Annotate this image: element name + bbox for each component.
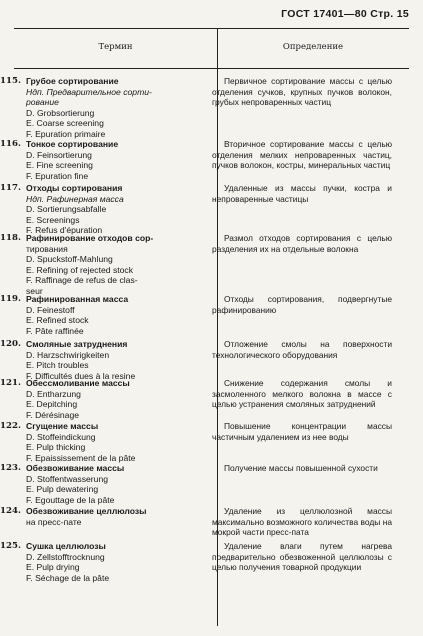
term-line: Ндп. Рафинерная масса (26, 193, 124, 204)
term-line: E. Pulp dewatering (26, 484, 99, 495)
term-title: Смоляные затруднения (26, 339, 128, 349)
term-line: тирования (26, 243, 68, 254)
term-definition: Повышение концентрации массы частичным удалением из нее воды (212, 421, 392, 442)
term-entry (0, 463, 196, 505)
term-line: E. Coarse screening (26, 118, 104, 129)
term-line: D. Zellstofftrocknung (26, 551, 105, 562)
term-line: E. Pitch troubles (26, 360, 89, 371)
term-entry (0, 339, 196, 381)
term-definition: Удаление из целлюлозной массы максимально возможного количества воды на мокрой части пресс-пата (212, 506, 392, 538)
term-entry (0, 294, 196, 336)
term-number: 119. (0, 294, 21, 304)
term-number: 122. (0, 421, 21, 431)
term-line: D. Harzschwirigkeiten (26, 349, 110, 360)
column-header-definition: Определение (282, 42, 344, 52)
term-line: F. Difficultés dues à la resine (26, 370, 136, 381)
term-line: D. Stoffentwasserung (26, 473, 109, 484)
term-number: 125. (0, 541, 21, 551)
term-definition: Отложение смолы на поверхности технологического оборудования (212, 339, 392, 360)
term-entry (0, 421, 196, 463)
term-definition: Вторичное сортирование массы с целью отделения мелких непроваренных частиц, пучков волокон, костры, минеральных частиц (212, 139, 392, 171)
term-number: 117. (0, 183, 21, 193)
term-number: 118. (0, 233, 21, 243)
term-title: Тонкое сортирование (26, 139, 119, 149)
term-entry (0, 183, 196, 236)
term-definition: Размол отходов сортирования с целью разделения их на отдельные волокна (212, 233, 392, 254)
term-line: D. Entharzung (26, 388, 81, 399)
table-top-rule (14, 28, 409, 29)
term-entry (0, 233, 196, 297)
term-definition: Снижение содержания смолы и засмоленного мелкого волокна в массе с целью устранения смоляных затруднений (212, 378, 392, 410)
term-line: F. Refus d'épuration (26, 225, 103, 236)
term-line: F. Séchage de la pâte (26, 572, 110, 583)
table-header-rule (14, 68, 409, 69)
term-line: D. Grobsortierung (26, 107, 95, 118)
term-line: Ндп. Предварительное сорти- (26, 86, 152, 97)
term-line: E. Pulp drying (26, 562, 80, 573)
term-number: 124. (0, 506, 21, 516)
term-line: на пресс-пате (26, 516, 82, 527)
term-title: Отходы сортирования (26, 183, 123, 193)
term-line: D. Spuckstoff-Mahlung (26, 254, 113, 265)
term-line: E. Refined stock (26, 315, 89, 326)
term-definition: Первичное сортирование массы с целью отделения сучков, крупных пучков волокон, грубых непроваренных частиц (212, 76, 392, 108)
term-number: 123. (0, 463, 21, 473)
term-line: E. Depitching (26, 399, 78, 410)
term-line: D. Feinsortierung (26, 149, 92, 160)
term-title: Сгущение массы (26, 421, 99, 431)
term-entry (0, 139, 196, 181)
term-title: Сушка целлюлозы (26, 541, 106, 551)
term-number: 116. (0, 139, 21, 149)
term-line: E. Refining of rejected stock (26, 264, 133, 275)
term-title: Обессмоливание массы (26, 378, 130, 388)
term-definition: Удаленные из массы пучки, костра и непроваренные частицы (212, 183, 392, 204)
term-title: Рафинирование отходов сор- (26, 233, 154, 243)
term-number: 120. (0, 339, 21, 349)
term-line: E. Fine screening (26, 160, 93, 171)
term-definition: Получение массы повышенной сухости (224, 463, 378, 473)
term-line: рование (26, 97, 59, 108)
term-entry (0, 378, 196, 420)
term-entry (0, 76, 196, 140)
term-line: E. Screenings (26, 214, 80, 225)
column-header-term: Термин (98, 42, 133, 52)
term-line: F. Epuration primaire (26, 128, 106, 139)
term-title: Обезвоживание массы (26, 463, 125, 473)
term-line: D. Sortierungsabfalle (26, 204, 107, 215)
term-number: 121. (0, 378, 21, 388)
term-definition: Удаление влаги путем нагрева предварительно обезвоженной целлюлозы с целью получения товарной продукции (212, 541, 392, 573)
term-line: seur (26, 285, 43, 296)
page-header: ГОСТ 17401—80 Стр. 15 (281, 8, 409, 20)
term-line: F. Epuration fine (26, 170, 89, 181)
term-line: F. Egouttage de la pâte (26, 494, 115, 505)
term-line: F. Raffinage de refus de clas- (26, 275, 138, 286)
term-title: Грубое сортирование (26, 76, 119, 86)
term-title: Обезвоживание целлюлозы (26, 506, 147, 516)
term-line: D. Stoffeindickung (26, 431, 96, 442)
term-entry (0, 541, 196, 583)
term-line: E. Pulp thicking (26, 442, 86, 453)
term-title: Рафинированная масса (26, 294, 129, 304)
term-definition: Отходы сортирования, подвергнутые рафинированию (212, 294, 392, 315)
term-line: D. Feinestoff (26, 304, 75, 315)
term-line: F. Epaississement de la pâte (26, 452, 136, 463)
term-line: F. Pâte raffinée (26, 325, 84, 336)
term-line: F. Dérésinage (26, 409, 80, 420)
term-number: 115. (0, 76, 21, 86)
term-entry (0, 506, 196, 527)
